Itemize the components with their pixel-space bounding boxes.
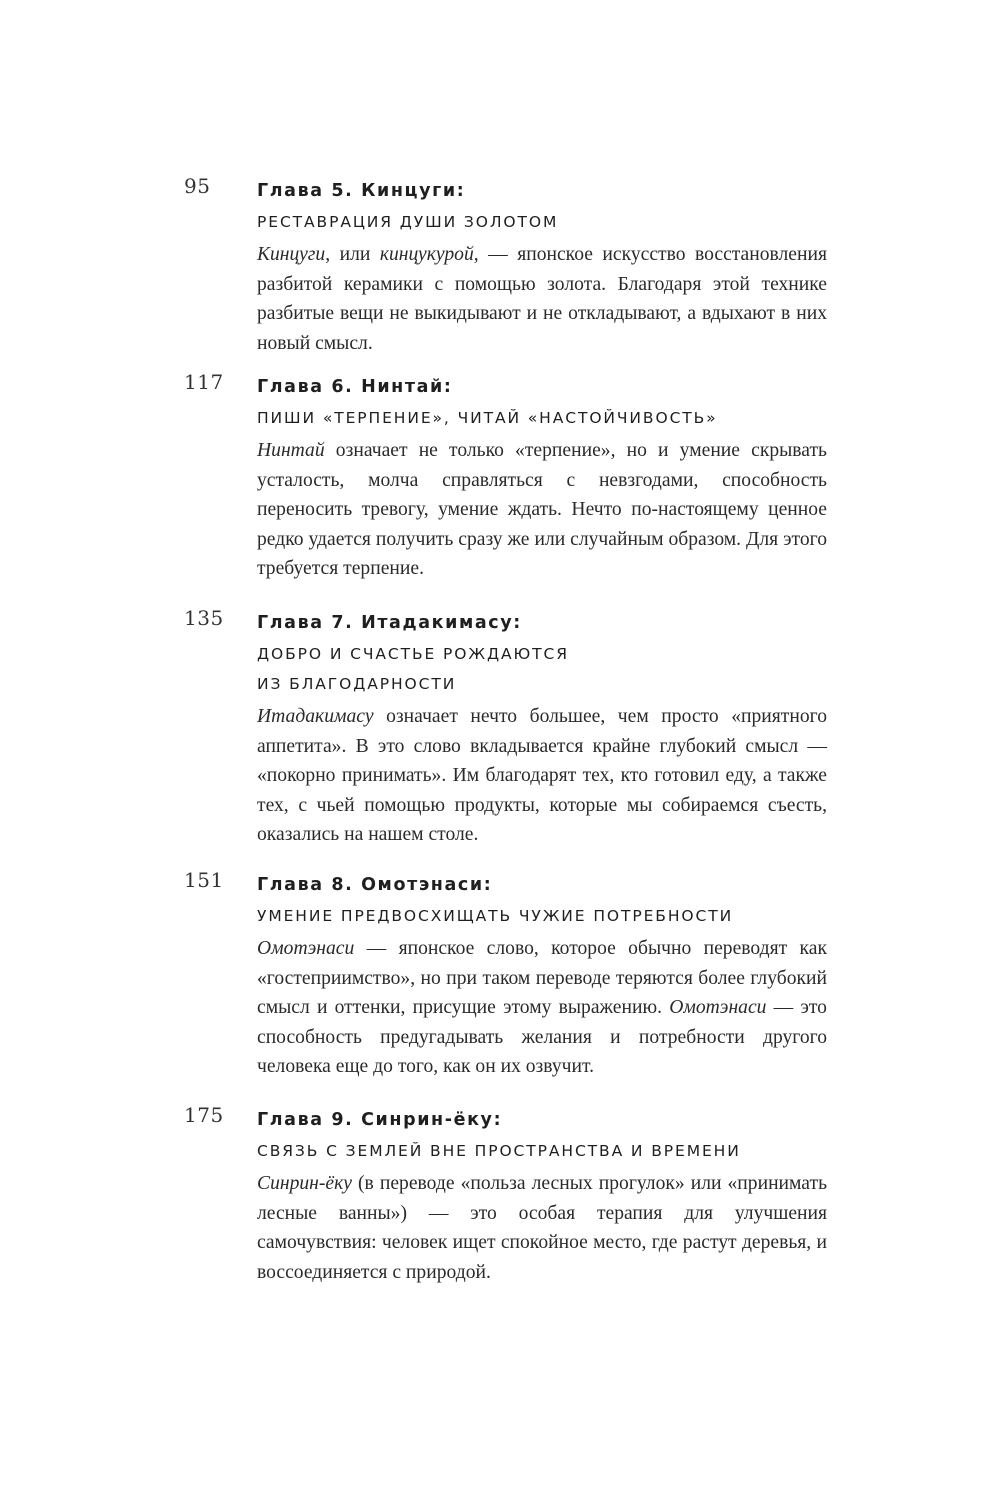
chapter-description: Омотэнаси — японское слово, которое обычно переводят как «гостеприимство», но при таком переводе теряются более глубокий смысл и оттенки, присущие этому выражению. Омотэнаси — это способность предугадывать желания и потребности другого человека еще до того, как он их озвучит. (257, 938, 827, 1077)
term: Синрин-ёку (257, 1173, 352, 1194)
entry-body (257, 1105, 827, 1287)
term: Омотэнаси (669, 997, 767, 1018)
chapter-subtitle: ПИШИ «ТЕРПЕНИЕ», ЧИТАЙ «НАСТОЙЧИВОСТЬ» (257, 409, 718, 427)
page-number: 117 (184, 370, 224, 394)
chapter-title: Глава 6. Нинтай: (257, 377, 453, 397)
chapter-description: Кинцуги, или кинцукурой, — японское искусство восстановления разбитой керамики с помощью золота. Благодаря этой технике разбитые вещи не выкидывают и не откладывают, а вдыхают в них новый смысл. (257, 244, 827, 354)
chapter-subtitle: УМЕНИЕ ПРЕДВОСХИЩАТЬ ЧУЖИЕ ПОТРЕБНОСТИ (257, 907, 734, 925)
chapter-subtitle: ДОБРО И СЧАСТЬЕ РОЖДАЮТСЯ (257, 645, 569, 663)
chapter-subtitle: РЕСТАВРАЦИЯ ДУШИ ЗОЛОТОМ (257, 213, 559, 231)
entry-body (257, 176, 827, 358)
chapter-subtitle: СВЯЗЬ С ЗЕМЛЕЙ ВНЕ ПРОСТРАНСТВА И ВРЕМЕНИ (257, 1142, 741, 1160)
entry-body (257, 372, 827, 584)
term: кинцукурой (379, 244, 474, 265)
page-number: 135 (184, 606, 224, 630)
chapter-title: Глава 8. Омотэнаси: (257, 875, 493, 895)
chapter-title: Глава 9. Синрин-ёку: (257, 1110, 503, 1130)
term: Итадакимасу (257, 706, 374, 727)
page-number: 151 (184, 868, 224, 892)
chapter-description: Нинтай означает не только «терпение», но и умение скрывать усталость, молча справляться с невзгодами, способность переносить тревогу, умение ждать. Нечто по-настоящему ценное редко удается получить сразу же или случайным образом. Для этого требуется терпение. (257, 440, 827, 579)
page-number: 175 (184, 1103, 224, 1127)
term: Кинцуги (257, 244, 326, 265)
page-number: 95 (184, 174, 211, 198)
term: Омотэнаси (257, 938, 355, 959)
chapter-description: Итадакимасу означает нечто большее, чем просто «приятного аппетита». В это слово вкладывается крайне глубокий смысл — «покорно принимать». Им благодарят тех, кто готовил еду, а также тех, с чьей помощью продукты, которые мы собираемся съесть, оказались на нашем столе. (257, 706, 827, 845)
chapter-description: Синрин-ёку (в переводе «польза лесных прогулок» или «принимать лесные ванны») — это особая терапия для улучшения самочувствия: человек ищет спокойное место, где растут деревья, и воссоединяется с природой. (257, 1173, 827, 1283)
chapter-title: Глава 7. Итадакимасу: (257, 613, 522, 633)
term: Нинтай (257, 440, 325, 461)
chapter-title: Глава 5. Кинцуги: (257, 181, 466, 201)
entry-body (257, 608, 827, 850)
entry-body (257, 870, 827, 1082)
chapter-subtitle-line-2: ИЗ БЛАГОДАРНОСТИ (257, 675, 457, 693)
